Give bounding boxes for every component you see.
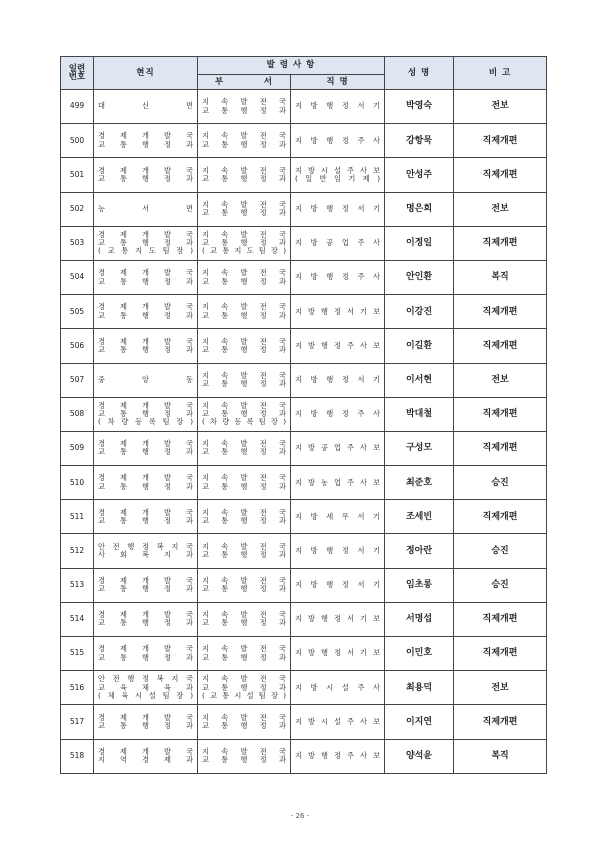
position-text: 지 방 행 정 주 사 (295, 272, 381, 282)
current-post-line: 안 전 행 정 복 지 국 (98, 674, 193, 684)
position-cell (291, 500, 385, 534)
current-post-line: 대 신 면 (98, 101, 193, 111)
dept-cell (198, 329, 291, 363)
current-post-line: ( 교 통 지 도 팀 장 ) (98, 246, 193, 256)
current-post-line: 경 제 개 발 국 (98, 302, 193, 312)
note-cell: 직제개편 (454, 397, 547, 431)
dept-line: 지 속 발 전 국 (202, 507, 286, 517)
current-post-line: 경 제 개 발 국 (98, 131, 193, 141)
position-cell (291, 90, 385, 124)
current-post-line: 경 제 개 발 국 (98, 575, 193, 585)
current-post-line: 사 회 복 지 과 (98, 550, 193, 560)
dept-line: 교 통 행 정 과 (202, 409, 286, 419)
current-post-line: 교 통 행 정 과 (98, 584, 193, 594)
table-row (61, 671, 547, 705)
dept-cell (198, 705, 291, 739)
current-post-line: 경 제 개 발 국 (98, 473, 193, 483)
current-post-line: 경 제 개 발 국 (98, 610, 193, 620)
position-text: 지 방 행 정 주 사 보 (295, 751, 381, 760)
current-post-line: 경 제 개 발 국 (98, 400, 193, 410)
dept-cell (198, 158, 291, 192)
serial-cell: 510 (61, 466, 94, 500)
serial-cell: 506 (61, 329, 94, 363)
dept-line: ( 차 량 등 록 팀 장 ) (202, 417, 286, 427)
dept-line: 지 속 발 전 국 (202, 575, 286, 585)
dept-line: 지 속 발 전 국 (202, 644, 286, 654)
table-row (61, 295, 547, 329)
current-post-line: 경 제 개 발 국 (98, 439, 193, 449)
name-cell: 이서현 (385, 363, 454, 397)
dept-line: 지 속 발 전 국 (202, 439, 286, 449)
position-line: 지 방 시 설 주 사 보 (295, 165, 381, 175)
current-post-line: 지 역 경 제 과 (98, 755, 193, 765)
serial-cell: 516 (61, 671, 94, 705)
name-cell: 안성주 (385, 158, 454, 192)
current-post-line: 교 통 행 정 과 (98, 238, 193, 248)
serial-cell: 515 (61, 637, 94, 671)
table-row (61, 397, 547, 431)
position-text: 지 방 행 정 주 사 (295, 409, 381, 419)
dept-cell (198, 637, 291, 671)
current-post-cell (94, 158, 198, 192)
dept-line: 교 통 행 정 과 (202, 310, 286, 320)
current-post-line: 경 제 개 발 국 (98, 336, 193, 346)
current-post-line: 교 통 행 정 과 (98, 409, 193, 419)
dept-line: 교 통 행 정 과 (202, 139, 286, 149)
current-header: 현직 (94, 57, 198, 90)
position-cell (291, 671, 385, 705)
position-cell (291, 431, 385, 465)
dept-cell (198, 124, 291, 158)
dept-cell (198, 431, 291, 465)
serial-cell: 499 (61, 90, 94, 124)
dept-line: 지 속 발 전 국 (202, 165, 286, 175)
current-post-cell (94, 260, 198, 294)
position-cell (291, 124, 385, 158)
note-cell: 직제개편 (454, 431, 547, 465)
name-cell: 최준호 (385, 466, 454, 500)
table-row (61, 602, 547, 636)
current-post-line: 교 통 행 정 과 (98, 173, 193, 183)
name-cell: 이지연 (385, 705, 454, 739)
position-cell (291, 192, 385, 226)
dept-cell (198, 397, 291, 431)
serial-cell: 514 (61, 602, 94, 636)
table-row (61, 90, 547, 124)
name-cell: 이민호 (385, 637, 454, 671)
position-text: 지 방 행 정 서 기 (295, 204, 381, 213)
table-row (61, 637, 547, 671)
dept-cell (198, 226, 291, 260)
note-cell: 승진 (454, 466, 547, 500)
serial-cell: 504 (61, 260, 94, 294)
dept-cell (198, 363, 291, 397)
current-post-line: 경 제 개 발 국 (98, 507, 193, 517)
note-cell: 전보 (454, 363, 547, 397)
name-cell: 박영숙 (385, 90, 454, 124)
current-post-line: 경 제 개 발 국 (98, 165, 193, 175)
note-cell: 전보 (454, 671, 547, 705)
position-text: 지 방 공 업 주 사 보 (295, 443, 381, 453)
current-post-cell (94, 705, 198, 739)
name-cell: 서명섭 (385, 602, 454, 636)
dept-line: 교 통 행 정 과 (202, 652, 286, 662)
table-row (61, 705, 547, 739)
dept-cell (198, 500, 291, 534)
dept-cell (198, 602, 291, 636)
current-post-cell (94, 568, 198, 602)
dept-line: 교 통 행 정 과 (202, 208, 286, 218)
current-post-cell (94, 226, 198, 260)
position-cell (291, 295, 385, 329)
name-cell: 안인환 (385, 260, 454, 294)
current-post-line: 교 통 행 정 과 (98, 447, 193, 457)
dept-line: 지 속 발 전 국 (202, 610, 286, 620)
dept-line: 지 속 발 전 국 (202, 473, 286, 483)
position-cell (291, 397, 385, 431)
dept-cell (198, 568, 291, 602)
name-cell: 최용덕 (385, 671, 454, 705)
note-cell: 직제개편 (454, 124, 547, 158)
current-post-line: 교 통 행 정 과 (98, 139, 193, 149)
current-post-line: 교 통 행 정 과 (98, 720, 193, 730)
dept-line: 교 통 행 정 과 (202, 550, 286, 560)
appointment-header: 발 령 사 항 (198, 57, 385, 75)
serial-cell: 500 (61, 124, 94, 158)
note-cell: 직제개편 (454, 158, 547, 192)
position-cell (291, 637, 385, 671)
dept-line: 지 속 발 전 국 (202, 674, 286, 684)
current-post-line: 능 서 면 (98, 204, 193, 213)
table-row (61, 568, 547, 602)
note-cell: 직제개편 (454, 500, 547, 534)
position-cell (291, 739, 385, 773)
position-line: ( 일 반 임 기 제 ) (295, 173, 381, 183)
current-post-cell (94, 192, 198, 226)
table-row (61, 329, 547, 363)
name-cell: 이정일 (385, 226, 454, 260)
dept-cell (198, 90, 291, 124)
serial-cell: 512 (61, 534, 94, 568)
serial-cell: 502 (61, 192, 94, 226)
page-number: - 26 - (290, 812, 310, 820)
dept-line: 교 통 행 정 과 (202, 481, 286, 491)
dept-line: 지 속 발 전 국 (202, 336, 286, 346)
current-post-cell (94, 431, 198, 465)
name-cell: 임초롱 (385, 568, 454, 602)
table-row (61, 226, 547, 260)
current-post-line: 경 제 개 발 국 (98, 644, 193, 654)
name-cell: 구성모 (385, 431, 454, 465)
position-cell (291, 705, 385, 739)
note-cell: 복직 (454, 739, 547, 773)
note-cell: 직제개편 (454, 329, 547, 363)
current-post-line: ( 차 량 등 록 팀 장 ) (98, 417, 193, 427)
dept-line: 지 속 발 전 국 (202, 97, 286, 107)
position-cell (291, 260, 385, 294)
name-cell: 강항묵 (385, 124, 454, 158)
table-row (61, 466, 547, 500)
dept-line: 교 통 행 정 과 (202, 344, 286, 354)
dept-line: 지 속 발 전 국 (202, 268, 286, 278)
serial-header: 일련 번호 (61, 57, 94, 90)
serial-cell: 501 (61, 158, 94, 192)
name-cell: 이길환 (385, 329, 454, 363)
table-row (61, 363, 547, 397)
dept-line: 교 통 행 정 과 (202, 584, 286, 594)
serial-cell: 503 (61, 226, 94, 260)
dept-cell (198, 671, 291, 705)
dept-line: 교 통 행 정 과 (202, 105, 286, 115)
dept-line: 지 속 발 전 국 (202, 131, 286, 141)
current-post-line: 교 통 행 정 과 (98, 310, 193, 320)
current-post-line: 교 통 행 정 과 (98, 276, 193, 286)
current-post-line: 교 육 체 육 과 (98, 682, 193, 692)
table-row (61, 739, 547, 773)
current-post-cell (94, 637, 198, 671)
position-cell (291, 329, 385, 363)
position-cell (291, 466, 385, 500)
name-header: 성 명 (385, 57, 454, 90)
current-post-line: 경 제 개 발 국 (98, 746, 193, 756)
dept-cell (198, 534, 291, 568)
current-post-line: 경 제 개 발 국 (98, 712, 193, 722)
position-text: 지 방 행 정 서 기 (295, 101, 381, 111)
name-cell: 양석윤 (385, 739, 454, 773)
personnel-table (60, 56, 547, 774)
table-row (61, 124, 547, 158)
name-cell: 박대철 (385, 397, 454, 431)
current-post-line: 중 앙 동 (98, 374, 193, 384)
note-cell: 직제개편 (454, 295, 547, 329)
dept-line: 지 속 발 전 국 (202, 746, 286, 756)
current-post-line: 교 통 행 정 과 (98, 481, 193, 491)
serial-cell: 513 (61, 568, 94, 602)
current-post-cell (94, 671, 198, 705)
serial-cell: 518 (61, 739, 94, 773)
dept-cell (198, 192, 291, 226)
dept-line: 지 속 발 전 국 (202, 712, 286, 722)
position-text: 지 방 행 정 주 사 (295, 135, 381, 145)
note-cell: 직제개편 (454, 637, 547, 671)
table-row (61, 431, 547, 465)
current-post-line: 경 제 개 발 국 (98, 229, 193, 239)
current-post-cell (94, 500, 198, 534)
table-row (61, 500, 547, 534)
serial-cell: 517 (61, 705, 94, 739)
position-text: 지 방 행 정 주 사 보 (295, 340, 381, 350)
dept-cell (198, 295, 291, 329)
current-post-cell (94, 329, 198, 363)
note-cell: 전보 (454, 192, 547, 226)
note-cell: 승진 (454, 568, 547, 602)
name-cell: 정아란 (385, 534, 454, 568)
current-post-line: 경 제 개 발 국 (98, 268, 193, 278)
position-text: 지 방 행 정 서 기 보 (295, 306, 381, 316)
dept-line: 교 통 행 정 과 (202, 276, 286, 286)
table-body (61, 90, 547, 774)
position-text: 지 방 세 무 서 기 (295, 511, 381, 521)
position-text: 지 방 행 정 서 기 (295, 545, 381, 555)
dept-line: 교 통 행 정 과 (202, 515, 286, 525)
dept-line: 교 통 행 정 과 (202, 682, 286, 692)
dept-line: 교 통 행 정 과 (202, 173, 286, 183)
table-header (61, 57, 547, 90)
position-text (295, 167, 380, 184)
position-text: 지 방 시 설 주 사 보 (295, 716, 381, 726)
note-cell: 직제개편 (454, 602, 547, 636)
current-post-line: 교 통 행 정 과 (98, 344, 193, 354)
dept-line: 교 통 행 정 과 (202, 447, 286, 457)
current-post-line: 교 통 행 정 과 (98, 652, 193, 662)
position-text: 지 방 공 업 주 사 (295, 238, 381, 248)
note-cell: 승진 (454, 534, 547, 568)
position-text: 지 방 행 정 서 기 (295, 580, 381, 590)
current-post-cell (94, 739, 198, 773)
serial-cell: 509 (61, 431, 94, 465)
position-text: 지 방 농 업 주 사 보 (295, 477, 381, 487)
dept-line: ( 교 통 시 설 팀 장 ) (202, 690, 286, 700)
table-row (61, 158, 547, 192)
current-post-line: 안 전 행 정 복 지 국 (98, 541, 193, 551)
dept-line: 지 속 발 전 국 (202, 400, 286, 410)
dept-line: 지 속 발 전 국 (202, 541, 286, 551)
position-text: 지 방 행 정 서 기 보 (295, 648, 381, 658)
table-row (61, 192, 547, 226)
dept-line: 교 통 행 정 과 (202, 720, 286, 730)
current-post-line: 교 통 행 정 과 (98, 618, 193, 628)
position-text: 지 방 행 정 서 기 보 (295, 614, 381, 624)
serial-cell: 508 (61, 397, 94, 431)
current-post-cell (94, 90, 198, 124)
dept-line: 교 통 행 정 과 (202, 755, 286, 765)
table-row (61, 534, 547, 568)
serial-cell: 505 (61, 295, 94, 329)
table-row (61, 260, 547, 294)
position-header: 직 명 (291, 75, 385, 90)
position-cell (291, 568, 385, 602)
name-cell: 조세빈 (385, 500, 454, 534)
dept-line: 교 통 행 정 과 (202, 618, 286, 628)
position-text: 지 방 시 설 주 사 (295, 682, 381, 692)
dept-line: 지 속 발 전 국 (202, 302, 286, 312)
dept-cell (198, 260, 291, 294)
dept-line: 지 속 발 전 국 (202, 370, 286, 380)
current-post-cell (94, 602, 198, 636)
position-cell (291, 363, 385, 397)
note-cell: 전보 (454, 90, 547, 124)
name-cell: 명은희 (385, 192, 454, 226)
note-cell: 직제개편 (454, 226, 547, 260)
note-header: 비 고 (454, 57, 547, 90)
dept-cell (198, 739, 291, 773)
note-cell: 직제개편 (454, 705, 547, 739)
dept-header: 부 서 (198, 75, 291, 90)
current-post-cell (94, 295, 198, 329)
current-post-line: 교 통 행 정 과 (98, 515, 193, 525)
position-cell (291, 226, 385, 260)
name-cell: 이강진 (385, 295, 454, 329)
current-post-cell (94, 534, 198, 568)
dept-line: 교 통 행 정 과 (202, 238, 286, 248)
current-post-line: ( 체 육 시 설 팀 장 ) (98, 690, 193, 700)
note-cell: 복직 (454, 260, 547, 294)
position-cell (291, 602, 385, 636)
dept-cell (198, 466, 291, 500)
current-post-cell (94, 124, 198, 158)
dept-line: 지 속 발 전 국 (202, 199, 286, 209)
current-post-cell (94, 363, 198, 397)
position-cell (291, 534, 385, 568)
dept-line: 교 통 행 정 과 (202, 379, 286, 389)
position-cell (291, 158, 385, 192)
serial-cell: 507 (61, 363, 94, 397)
serial-cell: 511 (61, 500, 94, 534)
position-text: 지 방 행 정 서 기 (295, 374, 381, 384)
current-post-cell (94, 466, 198, 500)
current-post-cell (94, 397, 198, 431)
dept-line: 지 속 발 전 국 (202, 229, 286, 239)
dept-line: ( 교 통 지 도 팀 장 ) (202, 246, 286, 256)
